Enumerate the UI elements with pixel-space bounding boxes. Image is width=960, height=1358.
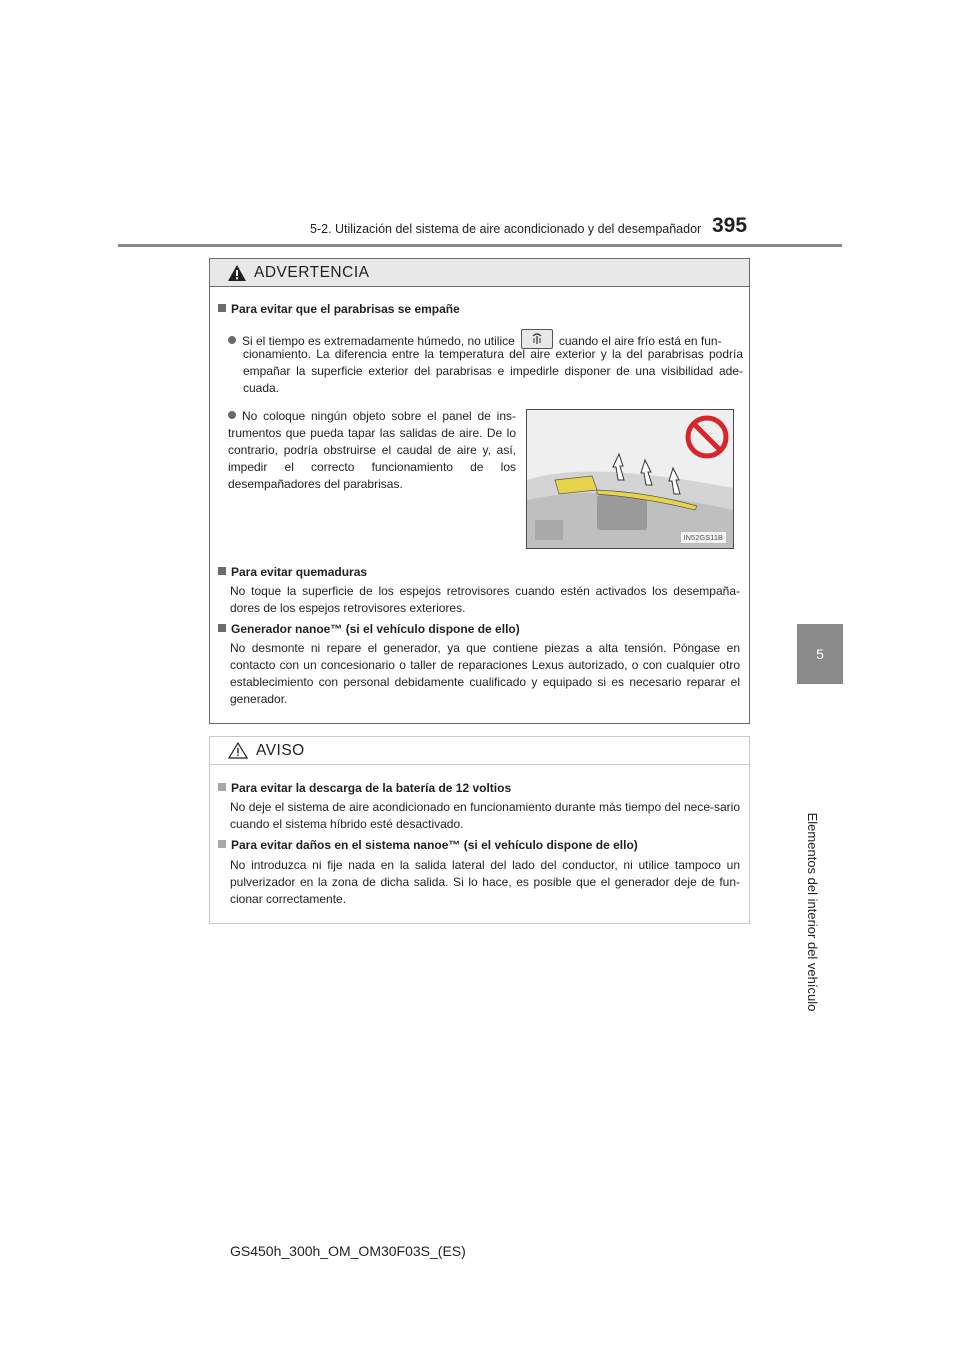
caution-triangle-icon — [228, 742, 248, 759]
page-number: 395 — [712, 214, 748, 237]
dashboard-illustration — [526, 409, 734, 549]
bullet-item: Si el tiempo es extremadamente húmedo, no utilice cuando el aire frío está en fun- — [228, 329, 722, 350]
section-text: No deje el sistema de aire acondicionado en funcionamiento durante más tiempo del nece-sario cuando el sistema híbrido esté desactivado. — [230, 800, 740, 831]
dashboard-drawing — [527, 410, 733, 548]
bullet-continuation: cionamiento. La diferencia entre la temperatura del aire exterior y la del parabrisas podría empañar la superficie exterior del parabrisas e impedirle disponer de una visibilidad ade-cuada. — [243, 347, 743, 395]
manual-code: GS450h_300h_OM_OM30F03S_(ES) — [230, 1243, 466, 1259]
figure-code: IN52GS11B — [680, 531, 727, 544]
bullet-dot-icon — [228, 336, 236, 344]
notice-title: AVISO — [256, 741, 305, 759]
section-title: Para evitar daños en el sistema nanoe™ (si el vehículo dispone de ello) — [218, 838, 638, 852]
chapter-title: Elementos del interior del vehículo — [805, 812, 820, 1012]
warning-title: ADVERTENCIA — [254, 263, 370, 281]
section-title: Para evitar quemaduras — [218, 565, 367, 579]
square-bullet-icon — [218, 840, 226, 848]
bullet-dot-icon — [228, 411, 236, 419]
section-text: No desmonte ni repare el generador, ya que contiene piezas a alta tensión. Póngase en contacto con un concesionario o taller de reparaciones Lexus autorizado, o con cualquier otro establecimiento con personal debidamente cualificado y equipado si es necesario reparar el generador. — [230, 641, 740, 706]
section-header-title: 5-2. Utilización del sistema de aire acondicionado y del desempañador — [310, 222, 702, 236]
bullet-item: No coloque ningún objeto sobre el panel de ins-trumentos que pueda tapar las salidas de aire. De lo contrario, podría obstruirse el caudal de aire y, así, impedir el correcto funcionamiento de los desempañadores del parabrisas. — [228, 409, 516, 491]
warning-header — [210, 259, 749, 287]
square-bullet-icon — [218, 624, 226, 632]
square-bullet-icon — [218, 304, 226, 312]
section-text: No introduzca ni fije nada en la salida lateral del lado del conductor, ni utilice tampoco un pulverizador en la zona de dicha salida. Si lo hace, es posible que el generador deje de fun-cionar correctamente. — [230, 858, 740, 906]
square-bullet-icon — [218, 783, 226, 791]
warning-box — [209, 258, 750, 724]
notice-box — [209, 736, 750, 924]
section-text: No toque la superficie de los espejos retrovisores cuando estén activados los desempaña-dores de los espejos retrovisores exteriores. — [230, 584, 740, 615]
chapter-tab: 5 — [797, 624, 843, 684]
warning-triangle-icon — [228, 265, 246, 281]
notice-header — [210, 737, 749, 765]
section-title: Para evitar que el parabrisas se empañe — [218, 302, 460, 316]
square-bullet-icon — [218, 567, 226, 575]
section-title: Para evitar la descarga de la batería de 12 voltios — [218, 781, 511, 795]
header-divider — [118, 244, 842, 247]
section-title: Generador nanoe™ (si el vehículo dispone de ello) — [218, 622, 520, 636]
